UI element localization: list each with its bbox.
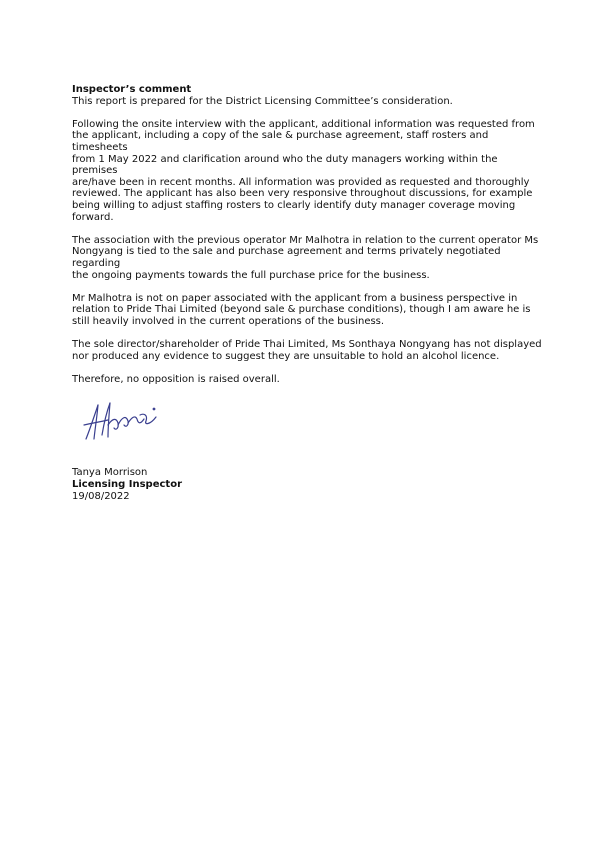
paragraph-previous-operator: The association with the previous operator Mr Malhotra in relation to the current operator Ms Nongyang is tied to the sale and purchase agreement and terms privately negotiated regarding the ongoing payments towards the full purchase price for the business. <box>72 234 539 281</box>
handwritten-signature <box>80 395 170 445</box>
paragraph-conclusion: Therefore, no opposition is raised overall. <box>72 373 280 385</box>
section-heading: Inspector’s comment <box>72 84 192 95</box>
intro-paragraph: This report is prepared for the District Licensing Committee’s consideration. <box>72 95 453 107</box>
document-page <box>72 84 542 502</box>
paragraph-malhotra-involvement: Mr Malhotra is not on paper associated with the applicant from a business perspective in relation to Pride Thai Limited (beyond sale & purchase conditions), though I am aware he is still heavily involved in the current operations of the business. <box>72 292 531 327</box>
signature-block <box>72 467 542 502</box>
signature-icon <box>80 395 170 445</box>
signatory-title: Licensing Inspector <box>72 479 183 491</box>
paragraph-director-suitability: The sole director/shareholder of Pride Thai Limited, Ms Sonthaya Nongyang has not displayed nor produced any evidence to suggest they are unsuitable to hold an alcohol licence. <box>72 339 542 362</box>
signature-date: 19/08/2022 <box>72 490 130 502</box>
signatory-name: Tanya Morrison <box>72 467 148 479</box>
paragraph-onsite-interview: Following the onsite interview with the applicant, additional information was requested from the applicant, including a copy of the sale & purchase agreement, staff rosters and timesheets from 1 May 2022 and clarification around who the duty managers working within the premises are/have been in recent months. All information was provided as requested and thoroughly reviewed. The applicant has also been very responsive throughout discussions, for example being willing to adjust staffing rosters to clearly identify duty manager coverage moving forward. <box>72 118 535 223</box>
